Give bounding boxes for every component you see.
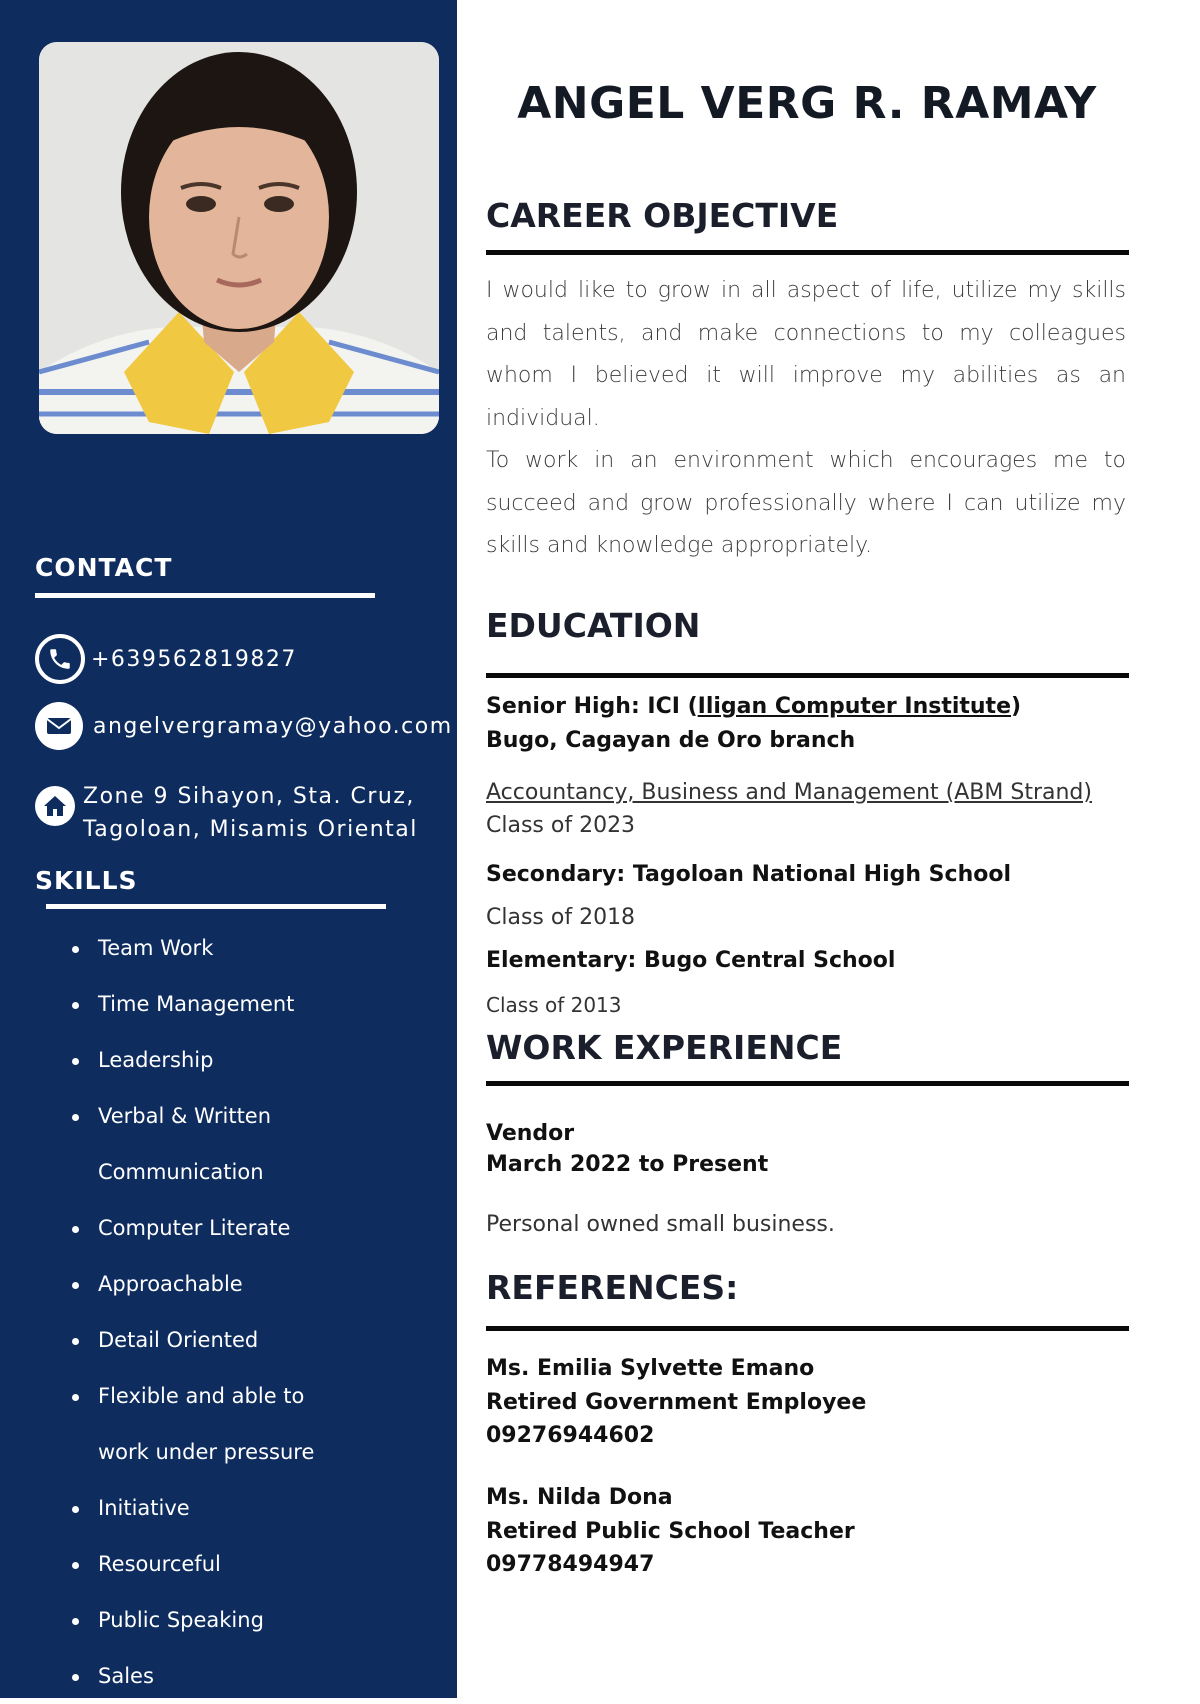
profile-photo [39,42,439,434]
references-divider [486,1326,1129,1331]
reference-name: Ms. Emilia Sylvette Emano [486,1356,815,1381]
skill-item: Detail Oriented [72,1312,428,1368]
skill-item: Time Management [72,976,428,1032]
contact-heading: CONTACT [35,553,173,582]
full-name: ANGEL VERG R. RAMAY [517,78,1097,129]
senior-high-line [486,694,1021,719]
mail-icon [35,702,83,750]
work-title: Vendor [486,1121,575,1146]
contact-divider [35,593,375,598]
address-row [35,780,418,846]
senior-high-strand: Accountancy, Business and Management (ABM Strand) [486,780,1092,805]
reference-role: Retired Government Employee [486,1390,867,1415]
skill-item-continuation: Communication [98,1160,264,1184]
skills-heading: SKILLS [35,866,138,895]
senior-high-class: Class of 2023 [486,813,636,838]
address-line-2: Tagoloan, Misamis Oriental [83,817,418,842]
elementary-class: Class of 2013 [486,993,622,1017]
skill-item: Leadership [72,1032,428,1088]
education-heading: EDUCATION [486,606,701,645]
skill-item-continuation: work under pressure [98,1440,315,1464]
email-text[interactable]: angelvergramay@yahoo.com [93,713,453,739]
email-row [35,702,453,750]
skill-item: Approachable [72,1256,428,1312]
reference-role: Retired Public School Teacher [486,1519,855,1544]
senior-high-branch: Bugo, Cagayan de Oro branch [486,728,856,753]
references-heading: REFERENCES: [486,1268,739,1307]
address-line-1: Zone 9 Sihayon, Sta. Cruz, [83,784,415,809]
phone-row [35,634,297,684]
objective-paragraph-1: I would like to grow in all aspect of life, utilize my skills and talents, and make connections to my colleagues whom I believed it will improve my abilities as an individual. [486,278,1126,431]
senior-high-close: ) [1011,694,1022,719]
reference-name: Ms. Nilda Dona [486,1485,673,1510]
skill-item: Public Speaking [72,1592,428,1648]
work-description: Personal owned small business. [486,1212,835,1237]
skill-item: Computer Literate [72,1200,428,1256]
home-icon [35,786,75,826]
work-experience-heading: WORK EXPERIENCE [486,1028,843,1067]
career-divider [486,250,1129,255]
work-divider [486,1081,1129,1086]
skill-item: Team Work [72,920,428,976]
skill-item: Resourceful [72,1536,428,1592]
elementary-school: Elementary: Bugo Central School [486,948,896,973]
senior-high-school: Iligan Computer Institute [697,694,1011,719]
secondary-school: Secondary: Tagoloan National High School [486,862,1012,887]
skill-item: Verbal & Written [72,1088,428,1144]
reference-phone: 09778494947 [486,1552,655,1577]
skills-divider [46,904,386,909]
work-period: March 2022 to Present [486,1152,769,1177]
reference-phone: 09276944602 [486,1423,655,1448]
objective-paragraph-2: To work in an environment which encourages me to succeed and grow professionally where I can utilize my skills and knowledge appropriately. [486,448,1126,558]
sidebar [0,0,457,1698]
skill-item: Initiative [72,1480,428,1536]
skill-item: Sales [72,1648,428,1704]
career-objective-heading: CAREER OBJECTIVE [486,196,839,235]
skill-item: Flexible and able to [72,1368,428,1424]
education-divider [486,673,1129,678]
senior-high-label: Senior High: ICI ( [486,694,698,719]
phone-text[interactable]: +639562819827 [91,646,297,672]
secondary-class: Class of 2018 [486,905,636,930]
skills-list [72,920,428,1704]
phone-icon [35,634,85,684]
